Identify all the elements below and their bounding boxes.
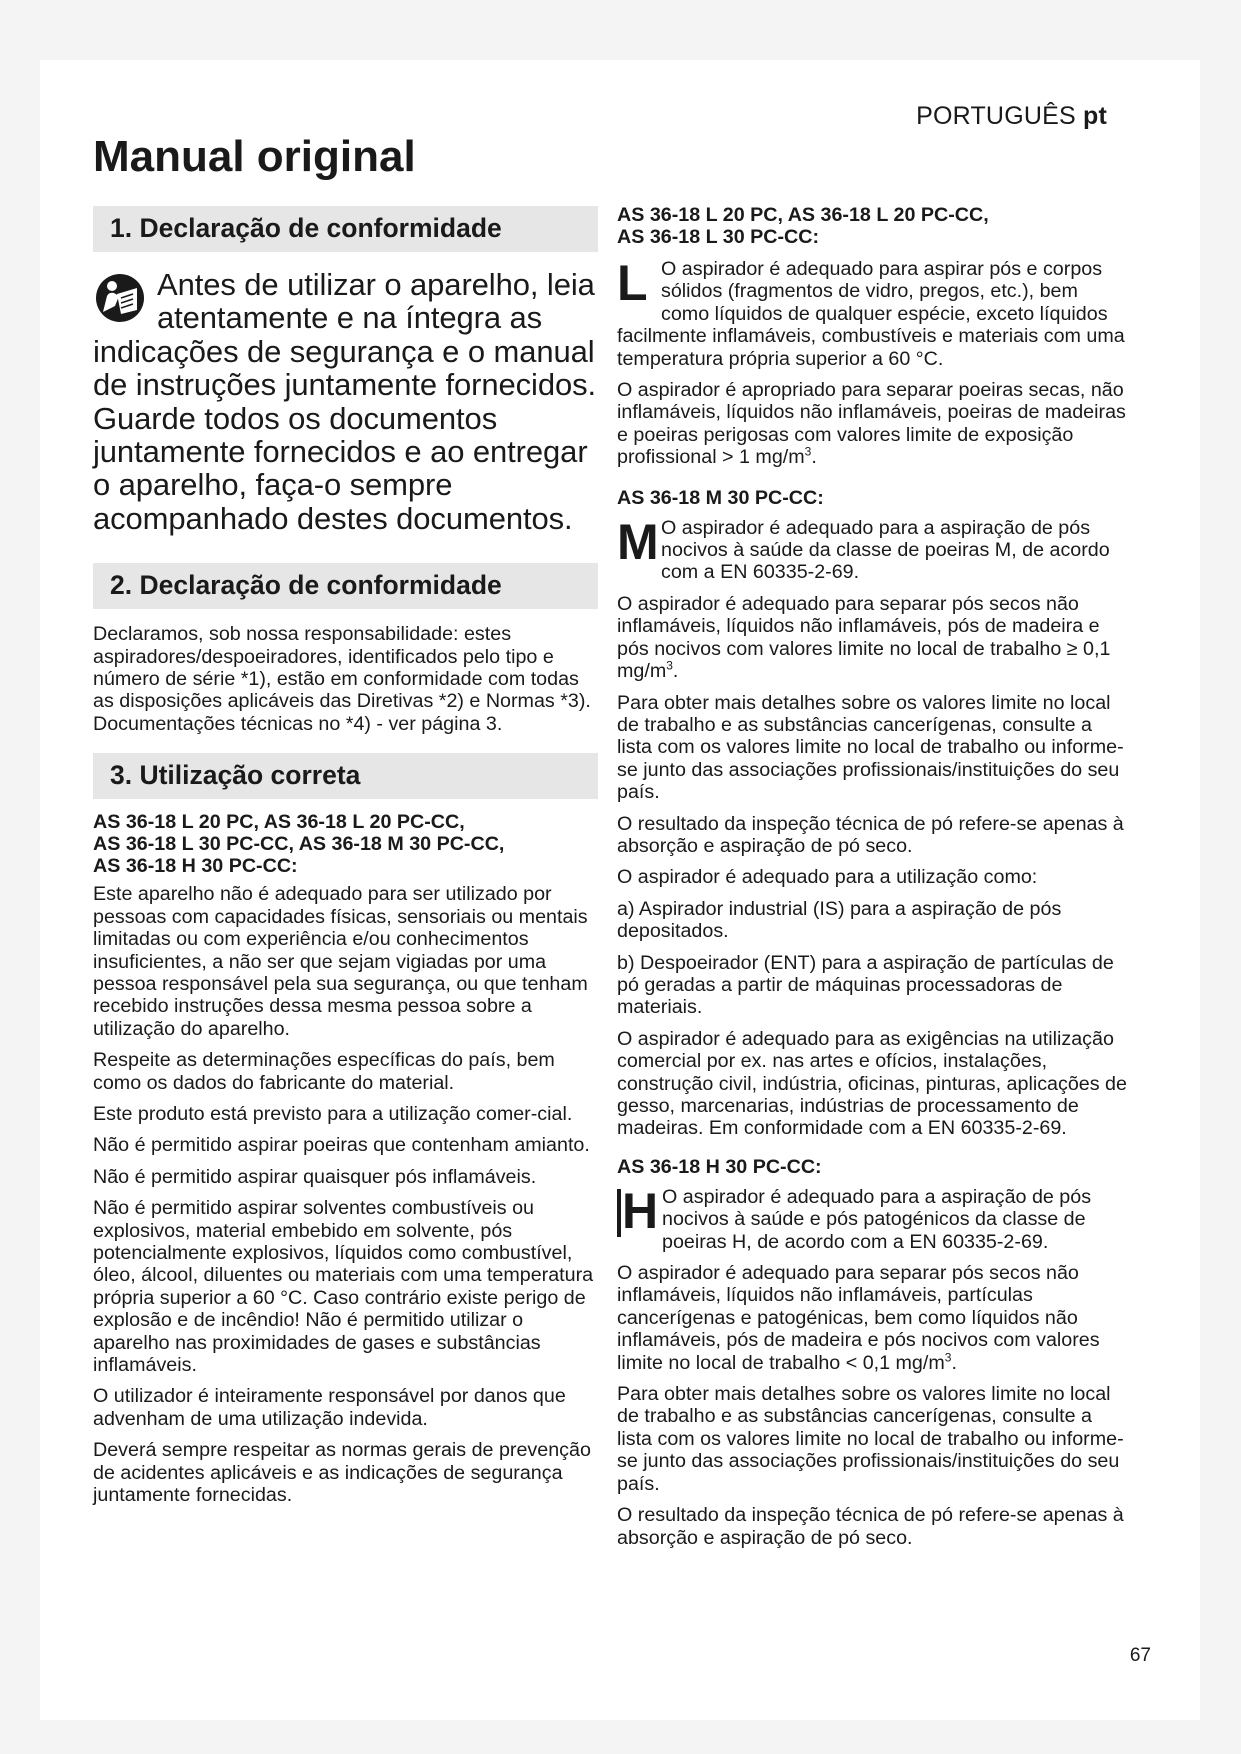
paragraph	[617, 593, 1127, 683]
models-line: AS 36-18 L 20 PC, AS 36-18 L 20 PC-CC,	[617, 204, 989, 226]
paragraph: O aspirador é adequado para as exigências na utilização comercial por ex. nas artes e ofícios, instalações, construção civil, indústria, oficinas, pinturas, aplicações de gesso, marcenarias, indústrias de processamento de madeiras. Em conformidade com a EN 60335-2-69.	[617, 1027, 1127, 1140]
l-class-text: O aspirador é adequado para aspirar pós e corpos sólidos (fragmentos de vidro, pregos, etc.), bem como líquidos de qualquer espécie, exceto líquidos facilmente inflamáveis, combustíveis e materiais com uma temperatura própria superior a 60 °C.	[617, 258, 1125, 370]
section-3-models	[93, 811, 598, 877]
h-badge-bar	[617, 1189, 621, 1237]
language-name: PORTUGUÊS	[916, 102, 1076, 130]
paragraph: Deverá sempre respeitar as normas gerais de prevenção de acidentes aplicáveis e as indicações de segurança juntamente fornecidas.	[93, 1439, 591, 1507]
l-class-text-2: O aspirador é apropriado para separar poeiras secas, não inflamáveis, líquidos não inflamáveis, poeiras de madeiras e poeiras perigosas com valores limite de exposição profissional > 1 mg/m	[617, 379, 1126, 469]
models-line: AS 36-18 H 30 PC-CC:	[93, 855, 298, 878]
left-column	[93, 206, 598, 1515]
paragraph: b) Despoeirador (ENT) para a aspiração de partículas de pó geradas a partir de máquinas processadoras de materiais.	[617, 951, 1114, 1019]
models-line: AS 36-18 L 20 PC, AS 36-18 L 20 PC-CC,	[93, 811, 465, 834]
paragraph	[617, 379, 1127, 469]
section-2-text: Declaramos, sob nossa responsabilidade: estes aspiradores/despoeiradores, identificados pelo tipo e número de série *1), estão em conformidade com todas as disposições aplicáveis das Diretivas *2) e Normas *3). Documentações técnicas no *4) - ver página 3.	[93, 623, 591, 735]
l-class-models	[617, 204, 1127, 248]
m-class-paragraph	[617, 513, 1127, 584]
page-number: 67	[1129, 1645, 1151, 1666]
right-column	[617, 204, 1127, 1558]
l-class-paragraph	[617, 255, 1127, 370]
period: .	[672, 660, 679, 683]
section-3-heading: 3. Utilização correta	[93, 753, 598, 799]
paragraph: Para obter mais detalhes sobre os valores limite no local de trabalho e as substâncias cancerígenas, consulte a lista com os valores limite no local de trabalho ou informe-se junto das associações profissionais/instituições do seu país.	[617, 691, 1124, 804]
models-line: AS 36-18 L 30 PC-CC, AS 36-18 M 30 PC-CC,	[93, 833, 505, 856]
h-class-text-2: O aspirador é adequado para separar pós secos não inflamáveis, líquidos não inflamáveis, partículas cancerígenas e patogénicas, bem como líquidos não inflamáveis, pós de madeira e pós nocivos com valores limite no local de trabalho < 0,1 mg/m	[617, 1262, 1100, 1374]
read-manual-icon	[93, 272, 147, 324]
period: .	[951, 1351, 957, 1374]
paragraph: Este produto está previsto para a utilização comer-cial.	[93, 1102, 573, 1125]
models-line: AS 36-18 L 30 PC-CC:	[617, 226, 820, 248]
paragraph: Respeite as determinações específicas do país, bem como os dados do fabricante do material.	[93, 1049, 555, 1094]
dust-class-l-badge: L	[617, 255, 648, 311]
dust-class-h-badge: H	[622, 1182, 659, 1239]
paragraph: Não é permitido aspirar quaisquer pós inflamáveis.	[93, 1165, 537, 1188]
paragraph: Para obter mais detalhes sobre os valores limite no local de trabalho e as substâncias cancerígenas, consulte a lista com os valores limite no local de trabalho ou informe-se junto das associações profissionais/instituições do seu país.	[617, 1383, 1124, 1495]
paragraph: O resultado da inspeção técnica de pó refere-se apenas à absorção e aspiração de pó seco.	[617, 812, 1124, 857]
dust-class-m-badge: M	[617, 513, 659, 570]
paragraph: O resultado da inspeção técnica de pó refere-se apenas à absorção e aspiração de pó seco.	[617, 1504, 1124, 1549]
paragraph: a) Aspirador industrial (IS) para a aspiração de pós depositados.	[617, 897, 1062, 943]
superscript: 3	[804, 444, 812, 459]
paragraph	[617, 1262, 1127, 1374]
h-class-models: AS 36-18 H 30 PC-CC:	[617, 1155, 822, 1178]
paragraph: Não é permitido aspirar solventes combustíveis ou explosivos, material embebido em solvente, pós potencialmente explosivos, líquidos como combustível, óleo, álcool, diluentes ou materiais com uma temperatura própria superior a 60 °C. Caso contrário existe perigo de explosão e de incêndio! Não é permitido utilizar o aparelho nas proximidades de gases e substâncias inflamáveis.	[93, 1197, 594, 1376]
m-class-text: O aspirador é adequado para a aspiração de pós nocivos à saúde da classe de poeiras M, de acordo com a EN 60335-2-69.	[661, 516, 1110, 584]
paragraph: O aspirador é adequado para a utilização como:	[617, 866, 1038, 889]
period: .	[811, 446, 817, 469]
language-code: pt	[1083, 102, 1107, 130]
paragraph: Não é permitido aspirar poeiras que contenham amianto.	[93, 1134, 590, 1157]
superscript: 3	[666, 658, 673, 673]
intro-text: Antes de utilizar o aparelho, leia atentamente e na íntegra as indicações de segurança e o manual de instruções juntamente fornecidos. Guarde todos os documentos juntamente fornecidos e ao entregar o aparelho, faça-o sempre acompanhado destes documentos.	[93, 267, 597, 536]
safety-intro	[93, 268, 598, 535]
m-class-models: AS 36-18 M 30 PC-CC:	[617, 486, 824, 509]
section-2-heading: 2. Declaração de conformidade	[93, 563, 598, 609]
h-class-paragraph	[617, 1182, 1127, 1253]
page-title: Manual original	[93, 132, 416, 181]
language-label	[916, 102, 1107, 131]
paragraph: O utilizador é inteiramente responsável por danos que advenham de uma utilização indevida.	[93, 1385, 566, 1430]
m-class-text-2: O aspirador é adequado para separar pós secos não inflamáveis, líquidos não inflamáveis, pós de madeira e pós nocivos com valores limite no local de trabalho ≥ 0,1 mg/m	[617, 592, 1111, 683]
paragraph: Este aparelho não é adequado para ser utilizado por pessoas com capacidades físicas, sensoriais ou mentais limitadas ou com experiência e/ou conhecimentos insuficientes, a não ser que sejam vigiadas por uma pessoa responsável pela sua segurança, ou que tenham recebido instruções dessa mesma pessoa sobre a utilização do aparelho.	[93, 883, 588, 1040]
section-1-heading: 1. Declaração de conformidade	[93, 206, 598, 252]
h-class-text: O aspirador é adequado para a aspiração de pós nocivos à saúde e pós patogénicos da classe de poeiras H, de acordo com a EN 60335-2-69.	[662, 1185, 1092, 1253]
superscript: 3	[944, 1350, 952, 1365]
